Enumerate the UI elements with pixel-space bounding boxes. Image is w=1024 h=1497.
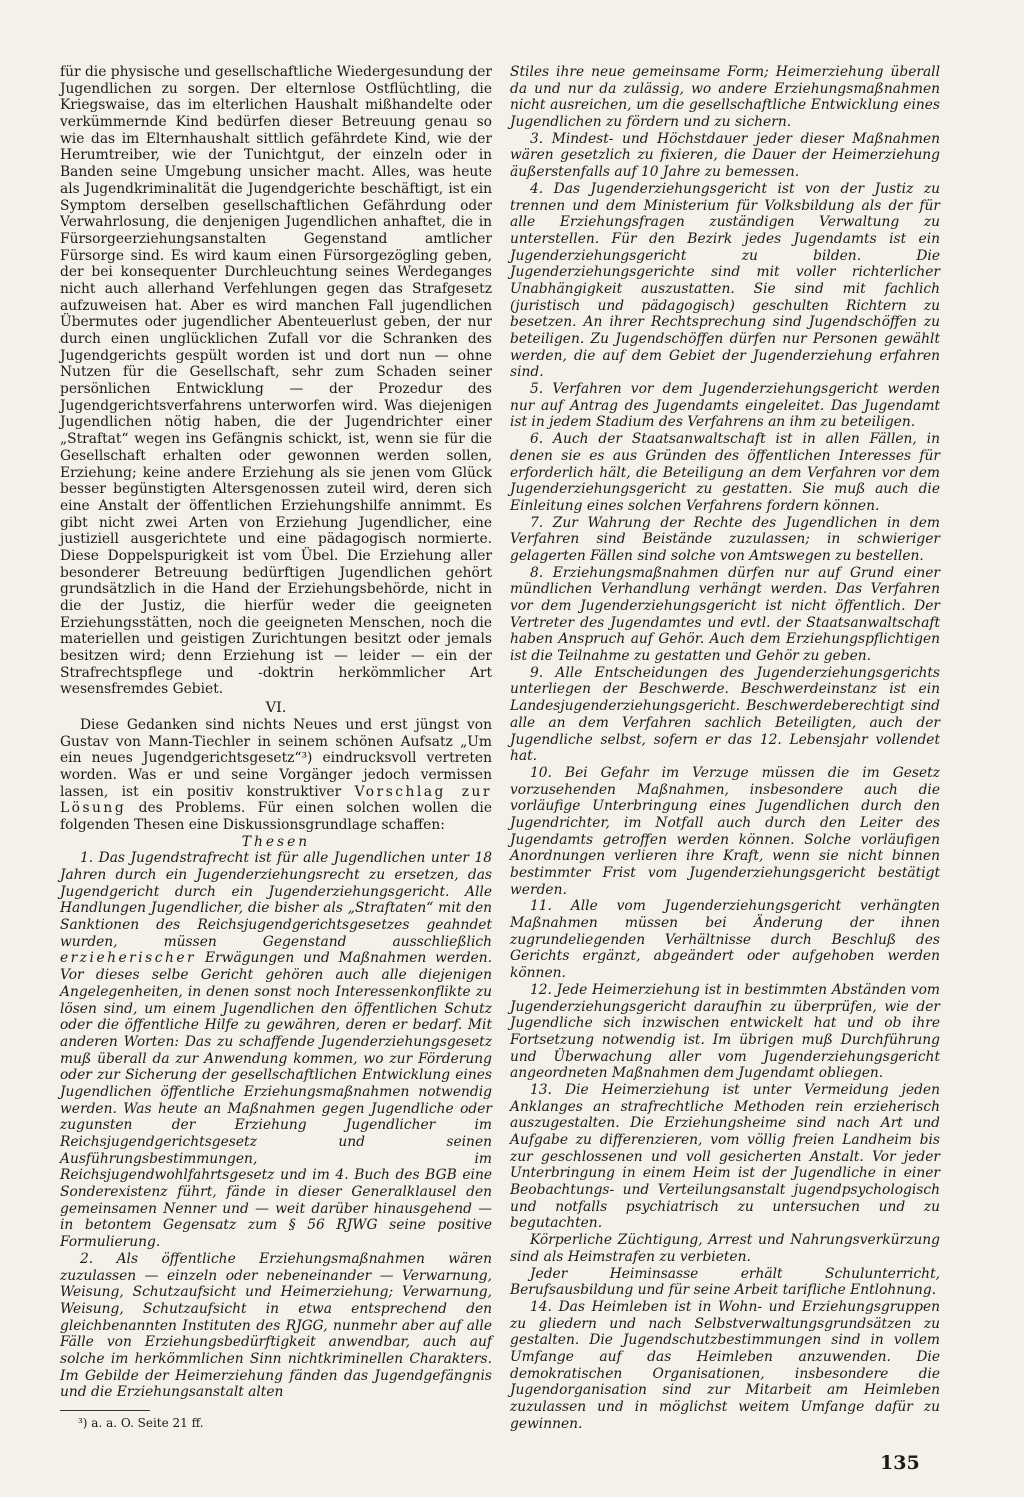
thesis-5: 5. Verfahren vor dem Jugenderziehungsgericht werden nur auf Antrag des Jugendamts eingeleitet. Das Jugendamt ist in jedem Stadium des Verfahrens an ihm zu beteiligen. (510, 381, 940, 431)
thesis-13: 13. Die Heimerziehung ist unter Vermeidung jeden Anklanges an strafrechtliche Methoden rein erzieherisch auszugestalten. Die Erziehungsheime sind nach Art und Aufgabe zu differenzieren, vom völlig freien Landheim bis zur geschlossenen und voll gesicherten Anstalt. Vor jeder Unterbringung in einem Heim ist der Jugendliche in einer Beobachtungs- und Verteilungsanstalt jugendpsychologisch und notfalls psychiatrisch zu untersuchen und zu begutachten. (510, 1081, 940, 1232)
thesis-2: 2. Als öffentliche Erziehungsmaßnahmen wären zuzulassen — einzeln oder nebeneinander — Verwarnung, Weisung, Schutzaufsicht und Heimerziehung; Verwarnung, Weisung, Schutzaufsicht in etwa entsprechend den gleichbenannten Instituten des RJGG, nunmehr aber auf alle Fälle von Erziehungsbedürftigkeit anwendbar, auch auf solche im herkömmlichen Sinn nichtkriminellen Charakters. Im Gebilde der Heimerziehung fänden das Jugendgefängnis und die Erziehungsanstalt alten (60, 1250, 492, 1401)
right-column (510, 64, 940, 1432)
thesis-9: 9. Alle Entscheidungen des Jugenderziehungsgerichts unterliegen der Beschwerde. Beschwerdeinstanz ist ein Landesjugenderziehungsgericht. Beschwerdeberechtigt sind alle an dem Verfahren sachlich Beteiligten, auch der Jugendliche selbst, sofern er das 12. Lebensjahr vollendet hat. (510, 664, 940, 765)
paragraph-proposal (60, 717, 492, 834)
thesis-8: 8. Erziehungsmaßnahmen dürfen nur auf Grund einer mündlichen Verhandlung verhängt werden. Das Verfahren vor dem Jugenderziehungsgericht ist nicht öffentlich. Der Vertreter des Jugendamtes und evtl. der Staatsanwaltschaft haben Anspruch auf Gehör. Auch dem Erziehungspflichtigen ist die Teilnahme zu gestatten und Gehör zu geben. (510, 564, 940, 665)
thesis-10: 10. Bei Gefahr im Verzuge müssen die im Gesetz vorzusehenden Maßnahmen, insbesondere auch die vorläufige Unterbringung eines Jugendlichen durch den Jugendrichter, im Notfall auch durch den Leiter des Jugendamts getroffen werden können. Solche vorläufigen Anordnungen verlieren ihre Kraft, wenn sie nicht binnen bestimmter Frist vom Jugenderziehungsgericht bestätigt werden. (510, 764, 940, 898)
thesis-1-emphasis: erzieherischer (60, 950, 197, 967)
footnote: ³) a. a. O. Seite 21 ff. (78, 1416, 204, 1430)
thesis-7: 7. Zur Wahrung der Rechte des Jugendlichen in dem Verfahren sind Beistände zuzulassen; in schwieriger gelagerten Fällen sind solche von Amtswegen zu bestellen. (510, 514, 940, 564)
proposal-emphasis: Vorschlag zur Lösung (60, 783, 492, 817)
thesis-1-text-b: Erwägungen und Maßnahmen werden. Vor dieses selbe Gericht gehören auch alle diejenigen Angelegenheiten, in denen sonst noch Interessenkonflikte zu lösen sind, um einem Jugendlichen den öffentlichen Schutz oder die öffentliche Hilfe zu gewähren, deren er bedarf. Mit anderen Worten: Das zu schaffende Jugenderziehungsgesetz muß überall da zur Anwendung kommen, wo zur Förderung oder zur Sicherung der gesellschaftlichen Entwicklung eines Jugendlichen öffentliche Erziehungsmaßnahmen notwendig werden. Was heute an Maßnahmen gegen Jugendliche oder zugunsten der Erziehung Jugendlicher im Reichsjugendgerichtsgesetz und seinen Ausführungsbestimmungen, im Reichsjugendwohlfahrtsgesetz und im 4. Buch des BGB eine Sonderexistenz führt, fände in dieser Generalklausel den gemeinsamen Nenner und — weit darüber hinausgehend — in betontem Gegensatz zum § 56 RJWG seine positive Formulierung. (60, 950, 492, 1251)
paragraph-intro: für die physische und gesellschaftliche Wiedergesundung der Jugendlichen zu sorgen. Der elternlose Ostflüchtling, die Kriegswaise, das im elterlichen Haushalt mißhandelte oder verkümmernde Kind bedürfen dieser Betreuung genau so wie das im Elternhaushalt sittlich gefährdete Kind, wie der Herumtreiber, wie der Tunichtgut, der einzeln oder in Banden seine Umgebung unsicher macht. Alles, was heute als Jugendkriminalität die Jugendgerichte beschäftigt, ist ein Symptom derselben gesellschaftlichen Gefährdung oder Verwahrlosung, die denjenigen Jugendlichen anhaftet, die in Fürsorgeerziehungsanstalten Gegenstand amtlicher Fürsorge sind. Es wird kaum einen Fürsorgezögling geben, der bei konsequenter Durchleuchtung seines Werdeganges nicht auch allerhand Verfehlungen gegen das Strafgesetz aufzuweisen hat. Aber es wird manchen Fall jugendlichen Übermutes oder jugendlicher Abenteuerlust geben, der nur durch einen unglücklichen Zufall vor die Schranken des Jugendgerichts gespült worden ist und dort nun — ohne Nutzen für die Gesellschaft, sehr zum Schaden seiner persönlichen Entwicklung — der Prozedur des Jugendgerichtsverfahrens unterworfen wird. Was diejenigen Jugendlichen nötig haben, die der Jugendrichter einer „Straftat“ wegen ins Gefängnis schickt, ist, wenn sie für die Gesellschaft erhalten oder gewonnen werden sollen, Erziehung; keine andere Erziehung als sie jenen vom Glück besser begünstigten Altersgenossen zuteil wird, deren sich eine Anstalt der öffentlichen Erziehungshilfe annimmt. Es gibt nicht zwei Arten von Erziehung Jugendlicher, eine justiziell ausgerichtete und eine pädagogisch normierte. Diese Doppelspurigkeit ist vom Übel. Die Erziehung aller besonderer Betreuung bedürftigen Jugendlichen gehört grundsätzlich in die Hand der Erziehungsbehörde, nicht in die der Justiz, die hierfür weder die geeigneten Erziehungsstätten, noch die geeigneten Menschen, noch die materiellen und geistigen Zurichtungen besitzt oder jemals besitzen wird; denn Erziehung ist — leider — ein der Strafrechtspflege und -doktrin herkömmlicher Art wesensfremdes Gebiet. (60, 64, 493, 698)
thesis-13-corporal: Körperliche Züchtigung, Arrest und Nahrungsverkürzung sind als Heimstrafen zu verbieten. (510, 1232, 940, 1265)
thesis-3: 3. Mindest- und Höchstdauer jeder dieser Maßnahmen wären gesetzlich zu fixieren, die Dauer der Heimerziehung äußerstenfalls auf 10 Jahre zu bemessen. (510, 130, 940, 181)
thesis-12: 12. Jede Heimerziehung ist in bestimmten Abständen vom Jugenderziehungsgericht daraufhin zu überprüfen, wie der Jugendliche sich inzwischen entwickelt hat und ob ihre Fortsetzung notwendig ist. Im übrigen muß Durchführung und Überwachung aller vom Jugenderziehungsgericht angeordneten Maßnahmen dem Jugendamt obliegen. (510, 981, 940, 1082)
proposal-text-a: Diese Gedanken sind nichts Neues und erst jüngst von Gustav von Mann-Tiechler in seinem schönen Aufsatz „Um ein neues Jugendgerichtsgesetz“³) eindrucksvoll vertreten worden. Was er und seine Vorgänger jedoch vermissen lassen, ist ein positiv konstruktiver (60, 716, 492, 800)
thesis-1-text-a: 1. Das Jugendstrafrecht ist für alle Jugendlichen unter 18 Jahren durch ein Jugenderziehungsrecht zu ersetzen, das Jugendgericht durch ein Jugenderziehungsgericht. Alle Handlungen Jugendlicher, die bisher als „Straftaten“ mit den Sanktionen des Reichsjugendgerichtsgesetzes geahndet wurden, müssen Gegenstand ausschließlich (60, 850, 492, 950)
thesis-14: 14. Das Heimleben ist in Wohn- und Erziehungsgruppen zu gliedern und nach Selbstverwaltungsgrundsätzen zu gestalten. Die Jugendschutzbestimmungen sind in vollem Umfange auf das Heimleben anzuwenden. Die demokratischen Organisationen, insbesondere die Jugendorganisation sind zur Mitarbeit am Heimleben zuzulassen und in möglichst weitem Umfange dafür zu gewinnen. (510, 1298, 940, 1432)
thesis-13-schooling: Jeder Heiminsasse erhält Schulunterricht, Berufsausbildung und für seine Arbeit tarifliche Entlohnung. (510, 1265, 940, 1299)
thesis-4: 4. Das Jugenderziehungsgericht ist von der Justiz zu trennen und dem Ministerium für Volksbildung als der für alle Erziehungsfragen zuständigen Verwaltung zu unterstellen. Für den Bezirk jedes Jugendamts ist ein Jugenderziehungsgericht zu bilden. Die Jugenderziehungsgerichte sind mit voller richterlicher Unabhängigkeit auszustatten. Sie sind mit fachlich (juristisch und pädagogisch) geschulten Richtern zu besetzen. An ihrer Rechtsprechung sind Jugendschöffen zu beteiligen. Zu Jugendschöffen dürfen nur Personen gewählt werden, die auf dem Gebiet der Jugenderziehung erfahren sind. (510, 180, 940, 381)
proposal-text-b: des Problems. Für einen solchen wollen die folgenden Thesen eine Diskussionsgrundlage schaffen: (60, 800, 493, 833)
page-number: 135 (880, 1452, 920, 1474)
thesis-11: 11. Alle vom Jugenderziehungsgericht verhängten Maßnahmen müssen bei Änderung der ihnen zugrundeliegenden Verhältnisse durch Beschluß des Gerichts ergänzt, abgeändert oder aufgehoben werden können. (510, 898, 940, 982)
footnote-rule (60, 1410, 150, 1411)
thesis-2-continued: Stiles ihre neue gemeinsame Form; Heimerziehung überall da und nur da zulässig, wo andere Erziehungsmaßnahmen nicht ausreichen, um die gesellschaftliche Entwicklung eines Jugendlichen zu fördern und zu sichern. (510, 64, 940, 131)
section-heading: VI. (265, 700, 287, 717)
thesen-heading: Thesen (241, 833, 311, 850)
thesis-1 (60, 850, 492, 1251)
left-column (60, 64, 492, 1401)
thesis-6: 6. Auch der Staatsanwaltschaft ist in allen Fällen, in denen sie es aus Gründen des öffentlichen Interesses für erforderlich hält, die Beteiligung an dem Verfahren vor dem Jugenderziehungsgericht zu gestatten. Sie muß auch die Einleitung eines solchen Verfahrens fordern können. (510, 431, 940, 514)
